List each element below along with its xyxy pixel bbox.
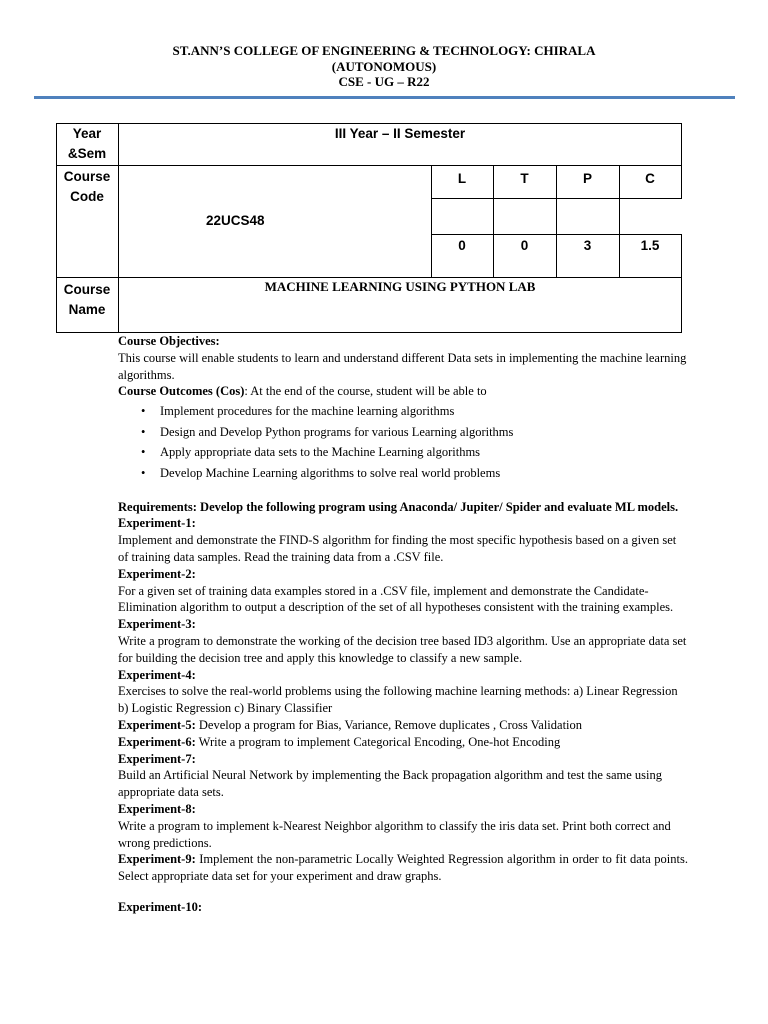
year-sem-value: III Year – II Semester bbox=[334, 126, 466, 141]
experiment-text: Develop a program for Bias, Variance, Remove duplicates , Cross Validation bbox=[195, 717, 583, 732]
table-border-row1 bbox=[56, 165, 682, 166]
experiment-title: Experiment-2: bbox=[118, 566, 196, 581]
experiment-text: Write a program to implement Categorical Encoding, One-hot Encoding bbox=[195, 734, 561, 749]
outcomes-intro: : At the end of the course, student will be able to bbox=[244, 384, 487, 399]
experiment-title: Experiment-6: bbox=[118, 734, 196, 749]
list-item: • Develop Machine Learning algorithms to solve real world problems bbox=[160, 463, 688, 484]
table-border-right-top bbox=[681, 123, 682, 198]
experiment-title: Experiment-9: bbox=[118, 852, 196, 867]
experiment-title: Experiment-7: bbox=[118, 751, 196, 766]
outcomes-heading: Course Outcomes (Cos) bbox=[118, 384, 245, 399]
list-item: • Design and Develop Python programs for various Learning algorithms bbox=[160, 422, 688, 443]
ltpc-header-p: P bbox=[582, 171, 592, 186]
experiment-9-line bbox=[118, 851, 688, 885]
outcomes-list bbox=[118, 401, 688, 483]
table-border-right-bottom bbox=[681, 234, 682, 333]
course-code-label: Course Code bbox=[63, 169, 111, 204]
experiment-title: Experiment-8: bbox=[118, 801, 196, 816]
experiment-5-line bbox=[118, 717, 688, 734]
program-label: CSE - UG – R22 bbox=[338, 74, 430, 89]
experiment-text: Implement and demonstrate the FIND-S algorithm for finding the most specific hypothesis based on a given set of training data samples. Read the training data from a .CSV file. bbox=[118, 533, 677, 564]
table-border-top bbox=[56, 123, 682, 124]
ltpc-value-l: 0 bbox=[458, 238, 466, 253]
college-header bbox=[0, 43, 768, 90]
requirements-text: Requirements: Develop the following program using Anaconda/ Jupiter/ Spider and evaluate ML models. bbox=[118, 499, 679, 514]
ltpc-header-c: C bbox=[645, 171, 655, 186]
list-item: • Apply appropriate data sets to the Machine Learning algorithms bbox=[160, 442, 688, 463]
outcomes-line bbox=[118, 383, 688, 400]
ltpc-value-t: 0 bbox=[520, 238, 529, 253]
experiment-title: Experiment-5: bbox=[118, 717, 196, 732]
college-name: ST.ANN’S COLLEGE OF ENGINEERING & TECHNOLOGY: CHIRALA bbox=[172, 43, 596, 58]
ltpc-header-l: L bbox=[457, 171, 467, 186]
experiment-6-line bbox=[118, 734, 688, 751]
table-border-label-col bbox=[118, 123, 119, 333]
ltpc-header-t: T bbox=[520, 171, 529, 186]
table-border-left bbox=[56, 123, 57, 333]
course-table bbox=[56, 123, 682, 333]
objectives-text: This course will enable students to learn and understand different Data sets in implementing the machine learning algorithms. bbox=[118, 350, 687, 382]
list-item: • Implement procedures for the machine learning algorithms bbox=[160, 401, 688, 422]
header-rule bbox=[34, 96, 735, 99]
ltpc-value-c: 1.5 bbox=[640, 238, 660, 253]
objectives-heading: Course Objectives: bbox=[118, 334, 220, 348]
experiment-title: Experiment-1: bbox=[118, 516, 196, 531]
experiment-title: Experiment-10: bbox=[118, 899, 203, 914]
syllabus-content bbox=[118, 333, 688, 916]
course-code-value: 22UCS48 bbox=[206, 213, 265, 228]
experiment-text: Implement the non-parametric Locally Weighted Regression algorithm in order to fit data points. Select appropriate data set for your experiment and draw graphs. bbox=[118, 852, 688, 884]
experiment-text: Write a program to implement k-Nearest Neighbor algorithm to classify the iris data set. Print both correct and wrong predictions. bbox=[118, 818, 671, 850]
experiment-text: For a given set of training data examples stored in a .CSV file, implement and demonstrate the Candidate-Elimination algorithm to output a description of the set of all hypotheses consistent with the training examples. bbox=[118, 583, 674, 615]
autonomous-label: (AUTONOMOUS) bbox=[331, 58, 437, 74]
experiment-text: Exercises to solve the real-world problems using the following machine learning methods: a) Linear Regression b) Logistic Regression c) Binary Classifier bbox=[118, 684, 678, 716]
experiment-title: Experiment-4: bbox=[118, 667, 196, 682]
table-border-row2 bbox=[56, 277, 682, 278]
course-name-label: Course Name bbox=[63, 282, 111, 317]
experiment-text: Build an Artificial Neural Network by implementing the Back propagation algorithm and test the same using appropriate data sets. bbox=[118, 768, 662, 800]
year-sem-label: Year &Sem bbox=[67, 126, 107, 161]
course-name-value: MACHINE LEARNING USING PYTHON LAB bbox=[264, 279, 536, 294]
experiment-text: Write a program to demonstrate the working of the decision tree based ID3 algorithm. Use an appropriate data set for building the decision tree and apply this knowledge to classify a new sample. bbox=[118, 633, 687, 665]
experiment-title: Experiment-3: bbox=[118, 617, 196, 632]
ltpc-value-p: 3 bbox=[583, 238, 592, 253]
